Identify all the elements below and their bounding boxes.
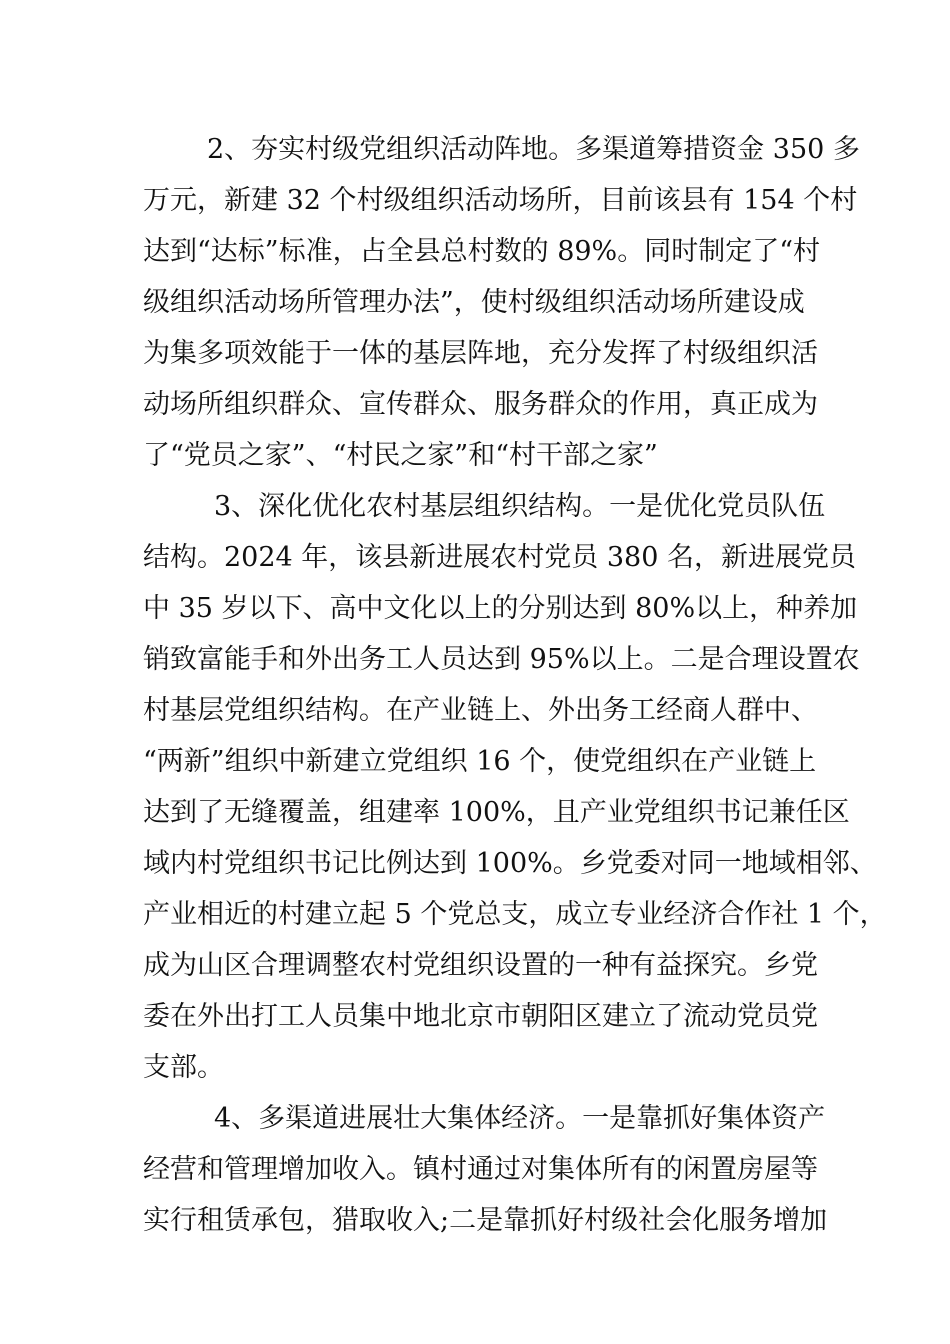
text-line: 委在外出打工人员集中地北京市朝阳区建立了流动党员党 xyxy=(143,1001,818,1032)
text-line: 结构。2024 年，该县新进展农村党员 380 名，新进展党员 xyxy=(143,542,856,573)
text-line: 支部。 xyxy=(143,1052,224,1083)
text-line: 为集多项效能于一体的基层阵地，充分发挥了村级组织活 xyxy=(143,338,818,369)
text-line: 销致富能手和外出务工人员达到 95%以上。二是合理设置农 xyxy=(143,644,860,675)
text-line: 村基层党组织结构。在产业链上、外出务工经商人群中、 xyxy=(143,695,818,726)
text-line: 了“党员之家”、“村民之家”和“村干部之家” xyxy=(143,440,658,471)
text-line: 成为山区合理调整农村党组织设置的一种有益探究。乡党 xyxy=(143,950,818,981)
text-line: 达到“达标”标准，占全县总村数的 89%。同时制定了“村 xyxy=(143,236,821,267)
text-line: 经营和管理增加收入。镇村通过对集体所有的闲置房屋等 xyxy=(143,1154,818,1185)
text-line: 达到了无缝覆盖，组建率 100%，且产业党组织书记兼任区 xyxy=(143,797,850,828)
text-line: 实行租赁承包，猎取收入;二是靠抓好村级社会化服务增加 xyxy=(143,1205,828,1236)
text-line: 产业相近的村建立起 5 个党总支，成立专业经济合作社 1 个， xyxy=(143,899,887,930)
text-line: 中 35 岁以下、高中文化以上的分别达到 80%以上，种养加 xyxy=(143,593,858,624)
text-line: 级组织活动场所管理办法”，使村级组织活动场所建设成 xyxy=(143,287,805,318)
text-line: 3、深化优化农村基层组织结构。一是优化党员队伍 xyxy=(214,491,826,522)
text-line: 4、多渠道进展壮大集体经济。一是靠抓好集体资产 xyxy=(214,1103,826,1134)
text-line: 域内村党组织书记比例达到 100%。乡党委对同一地域相邻、 xyxy=(143,848,877,879)
text-line: 动场所组织群众、宣传群众、服务群众的作用，真正成为 xyxy=(143,389,818,420)
text-line: “两新”组织中新建立党组织 16 个，使党组织在产业链上 xyxy=(143,746,817,777)
text-line: 万元，新建 32 个村级组织活动场所，目前该县有 154 个村 xyxy=(143,185,858,216)
text-line: 2、夯实村级党组织活动阵地。多渠道筹措资金 350 多 xyxy=(207,134,860,165)
